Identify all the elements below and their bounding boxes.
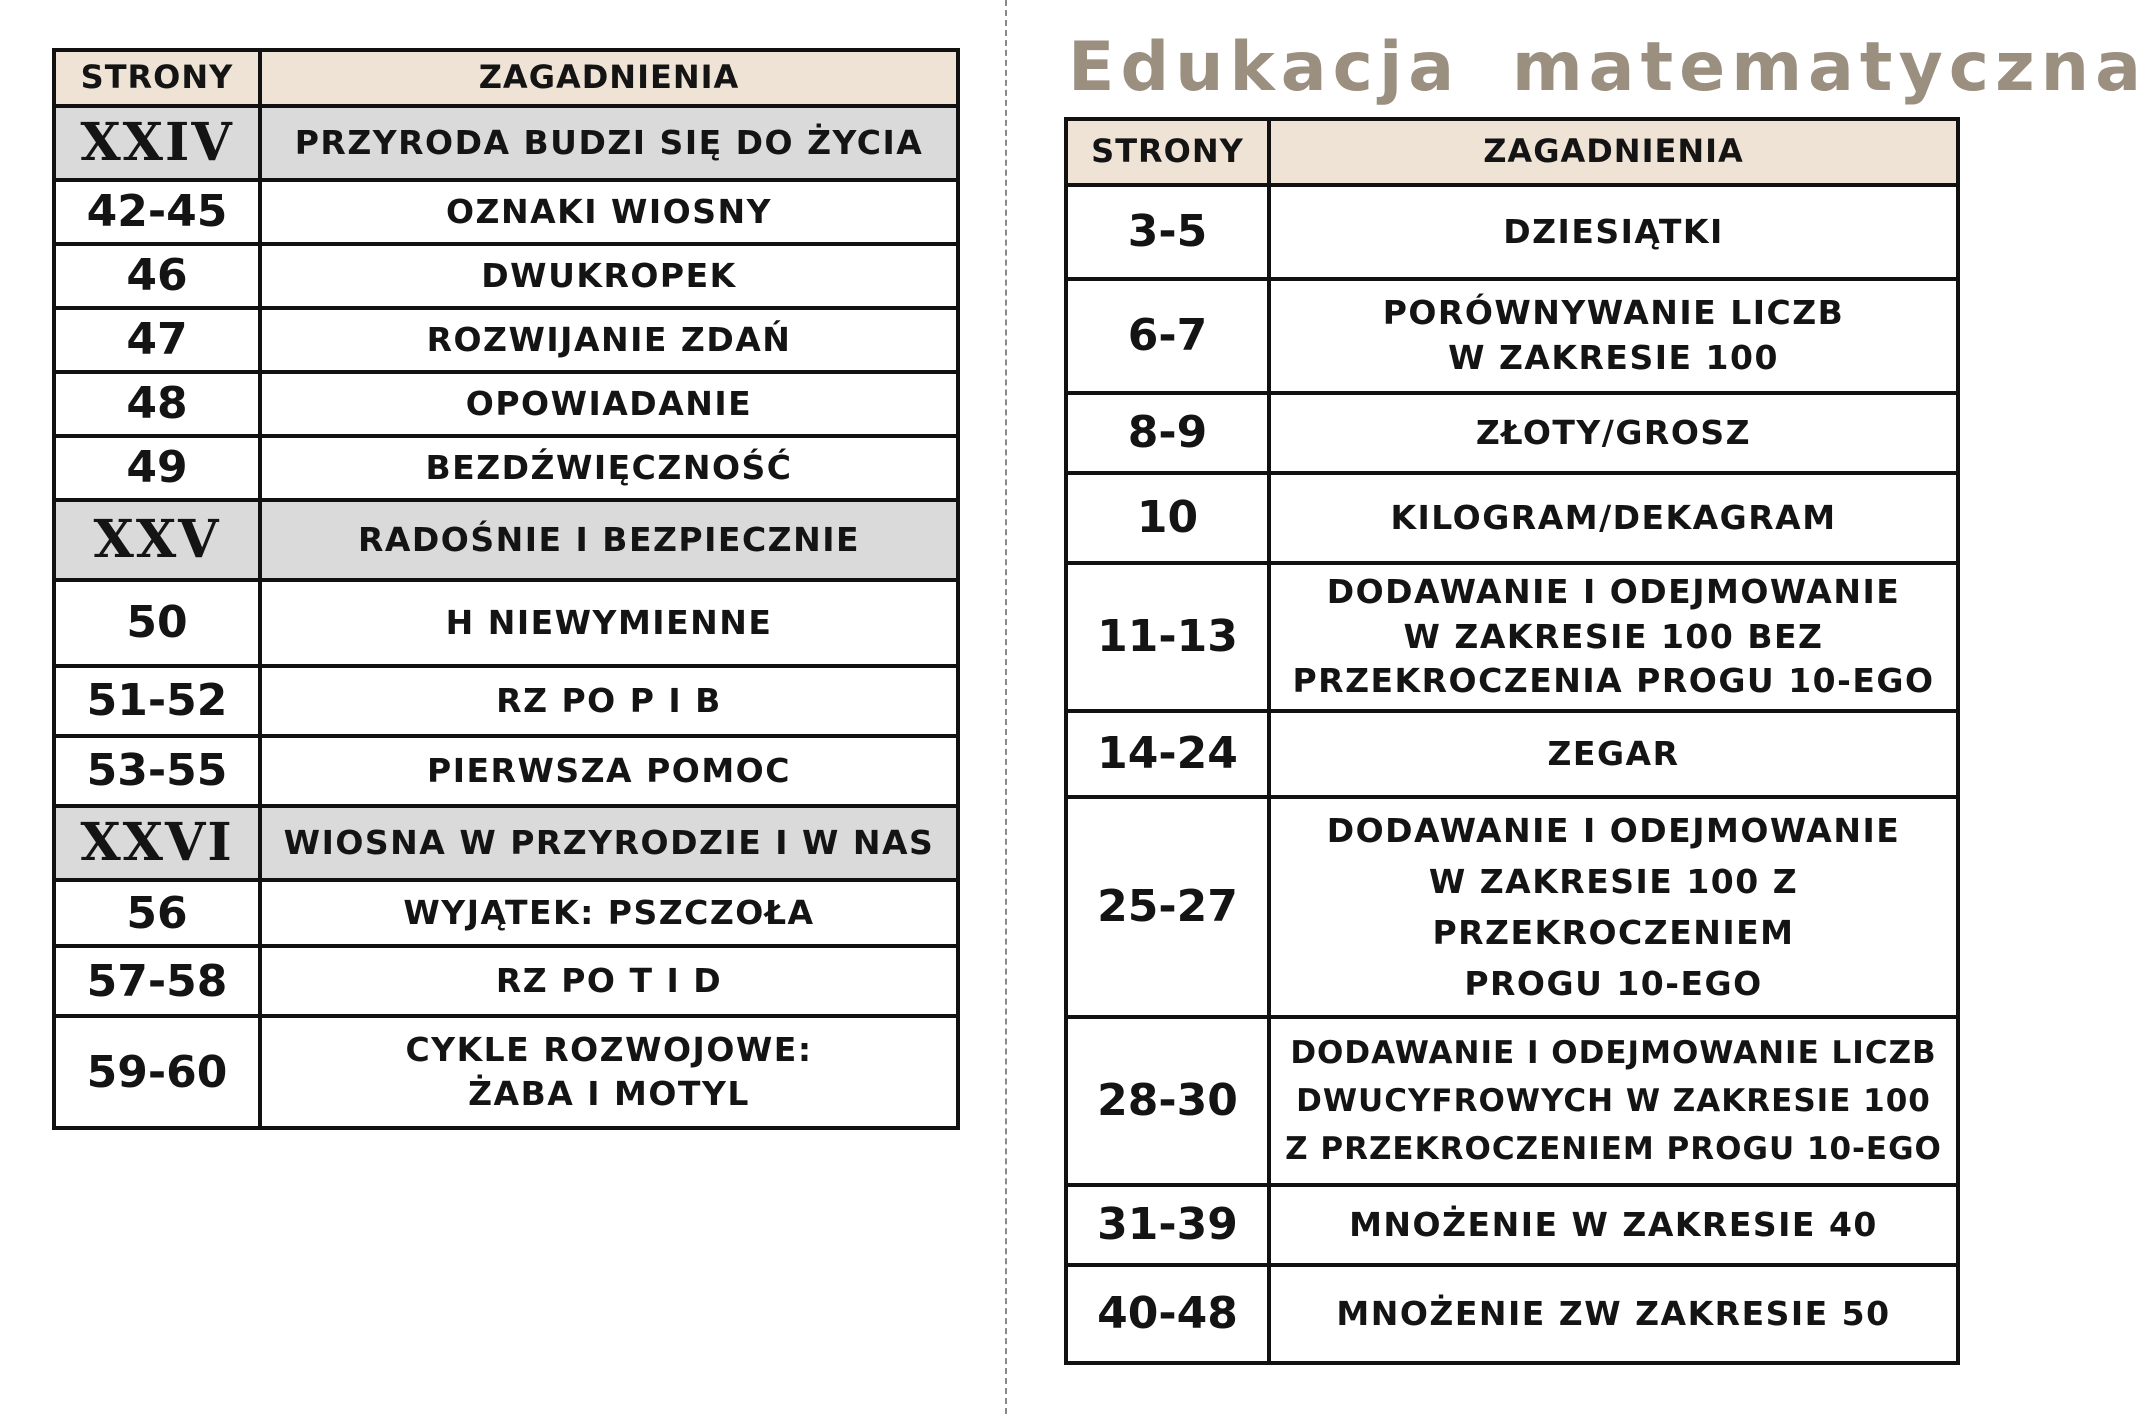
- table-row: [1066, 279, 1958, 393]
- table-row: [1066, 1185, 1958, 1265]
- left-topics-table: [52, 48, 960, 1130]
- row-topic: OPOWIADANIE: [260, 372, 958, 436]
- row-pages: 6-7: [1066, 279, 1269, 393]
- table-row: [54, 880, 958, 946]
- row-pages: 31-39: [1066, 1185, 1269, 1265]
- row-topic: MNOŻENIE W ZAKRESIE 40: [1269, 1185, 1958, 1265]
- table-header-row: [54, 50, 958, 106]
- header-pages: STRONY: [1066, 119, 1269, 185]
- table-row: [1066, 393, 1958, 473]
- table-row: [1066, 711, 1958, 797]
- row-pages: XXIV: [54, 106, 260, 180]
- table-row: [54, 308, 958, 372]
- row-topic: MNOŻENIE ZW ZAKRESIE 50: [1269, 1265, 1958, 1363]
- row-topic: DODAWANIE I ODEJMOWANIE LICZB DWUCYFROWYCH W ZAKRESIE 100 Z PRZEKROCZENIEM PROGU 10-EGO: [1269, 1017, 1958, 1185]
- row-pages: 25-27: [1066, 797, 1269, 1017]
- row-topic: WIOSNA W PRZYRODZIE I W NAS: [260, 806, 958, 880]
- row-topic: ROZWIJANIE ZDAŃ: [260, 308, 958, 372]
- row-topic: PORÓWNYWANIE LICZB W ZAKRESIE 100: [1269, 279, 1958, 393]
- row-pages: 46: [54, 244, 260, 308]
- row-pages: XXV: [54, 500, 260, 580]
- row-topic: ZEGAR: [1269, 711, 1958, 797]
- row-pages: 51-52: [54, 666, 260, 736]
- row-topic: PIERWSZA POMOC: [260, 736, 958, 806]
- row-pages: 59-60: [54, 1016, 260, 1128]
- table-row: [54, 372, 958, 436]
- row-pages: 47: [54, 308, 260, 372]
- table-row: [1066, 473, 1958, 563]
- row-pages: 14-24: [1066, 711, 1269, 797]
- table-row: [1066, 1265, 1958, 1363]
- table-row: [54, 180, 958, 244]
- row-topic: CYKLE ROZWOJOWE: ŻABA I MOTYL: [260, 1016, 958, 1128]
- row-topic: OZNAKI WIOSNY: [260, 180, 958, 244]
- section-row: [54, 806, 958, 880]
- header-pages: STRONY: [54, 50, 260, 106]
- row-pages: 42-45: [54, 180, 260, 244]
- table-header-row: [1066, 119, 1958, 185]
- table-row: [1066, 185, 1958, 279]
- row-pages: 28-30: [1066, 1017, 1269, 1185]
- table-row: [54, 580, 958, 666]
- row-topic: DWUKROPEK: [260, 244, 958, 308]
- section-row: [54, 106, 958, 180]
- table-row: [54, 736, 958, 806]
- header-topics: ZAGADNIENIA: [1269, 119, 1958, 185]
- table-row: [54, 1016, 958, 1128]
- row-pages: 8-9: [1066, 393, 1269, 473]
- row-pages: 40-48: [1066, 1265, 1269, 1363]
- row-topic: DODAWANIE I ODEJMOWANIE W ZAKRESIE 100 BEZ PRZEKROCZENIA PROGU 10-EGO: [1269, 563, 1958, 711]
- row-pages: 50: [54, 580, 260, 666]
- table-row: [54, 946, 958, 1016]
- row-topic: PRZYRODA BUDZI SIĘ DO ŻYCIA: [260, 106, 958, 180]
- row-pages: 11-13: [1066, 563, 1269, 711]
- row-topic: ZŁOTY/GROSZ: [1269, 393, 1958, 473]
- row-pages: 10: [1066, 473, 1269, 563]
- row-topic: KILOGRAM/DEKAGRAM: [1269, 473, 1958, 563]
- table-row: [54, 244, 958, 308]
- row-topic: H NIEWYMIENNE: [260, 580, 958, 666]
- header-topics: ZAGADNIENIA: [260, 50, 958, 106]
- row-pages: 53-55: [54, 736, 260, 806]
- table-row: [1066, 563, 1958, 711]
- page-title: Edukacja matematyczna: [1068, 28, 2147, 107]
- table-row: [54, 666, 958, 736]
- row-topic: WYJĄTEK: PSZCZOŁA: [260, 880, 958, 946]
- page-fold-divider: [1005, 0, 1007, 1414]
- row-topic: DODAWANIE I ODEJMOWANIE W ZAKRESIE 100 Z PRZEKROCZENIEM PROGU 10-EGO: [1269, 797, 1958, 1017]
- table-row: [1066, 797, 1958, 1017]
- row-pages: 57-58: [54, 946, 260, 1016]
- row-topic: RZ PO P I B: [260, 666, 958, 736]
- section-row: [54, 500, 958, 580]
- row-topic: BEZDŹWIĘCZNOŚĆ: [260, 436, 958, 500]
- row-pages: 56: [54, 880, 260, 946]
- row-topic: DZIESIĄTKI: [1269, 185, 1958, 279]
- row-pages: 3-5: [1066, 185, 1269, 279]
- right-topics-table: [1064, 117, 1960, 1365]
- row-pages: XXVI: [54, 806, 260, 880]
- row-pages: 49: [54, 436, 260, 500]
- table-row: [1066, 1017, 1958, 1185]
- table-row: [54, 436, 958, 500]
- row-topic: RADOŚNIE I BEZPIECZNIE: [260, 500, 958, 580]
- row-pages: 48: [54, 372, 260, 436]
- row-topic: RZ PO T I D: [260, 946, 958, 1016]
